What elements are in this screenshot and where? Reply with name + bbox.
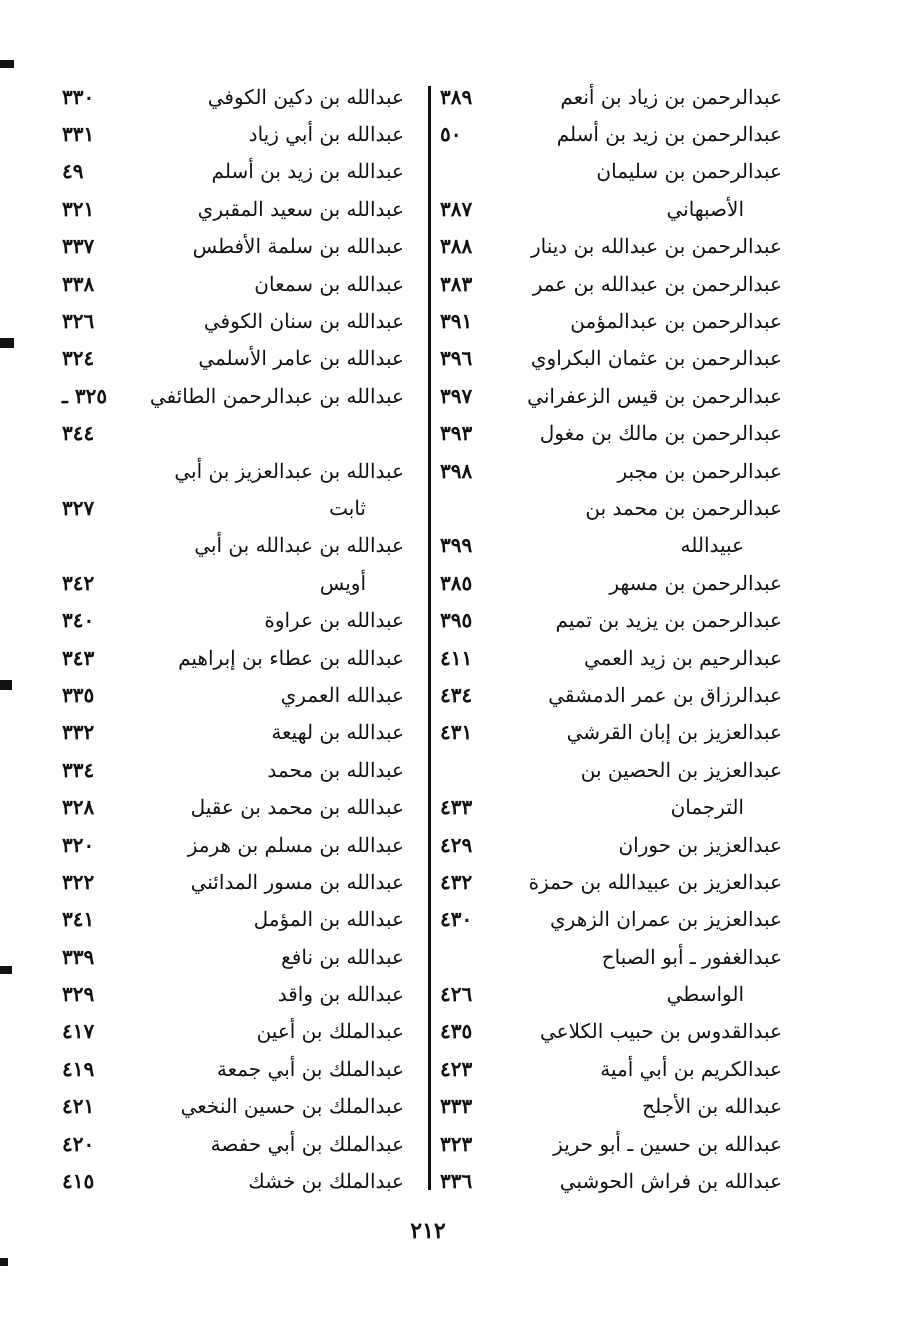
- index-entry: [62, 938, 414, 975]
- entry-page-number: ٤٩: [62, 159, 84, 184]
- entry-page-number: ٤١١: [440, 645, 473, 670]
- index-entry: [440, 153, 792, 190]
- index-entry: [62, 302, 414, 339]
- entry-name: عبدالرحمن بن قيس الزعفراني: [527, 383, 782, 408]
- entry-name: عبدالرحمن بن مالك بن مغول: [539, 421, 782, 446]
- entry-page-number: ٣٣٨: [62, 271, 95, 296]
- scan-mark: [0, 60, 14, 68]
- index-entry: [62, 153, 414, 190]
- entry-name: عبدالله بن سمعان: [254, 271, 404, 296]
- index-entry: [62, 714, 414, 751]
- entry-page-number: ٣٤٣: [62, 645, 95, 670]
- entry-page-number: ٤٣٥: [440, 1019, 473, 1044]
- entry-page-number: ٣٨٣: [440, 271, 473, 296]
- entry-page-number: ٥٠: [440, 122, 462, 147]
- entry-name: عبدالله بن سعيد المقبري: [197, 196, 404, 221]
- index-entry: [62, 1050, 414, 1087]
- page-number: ٢١٢: [410, 1218, 446, 1244]
- index-entry: [440, 302, 792, 339]
- index-entry: [440, 826, 792, 863]
- entry-name: عبدالله بن واقد: [277, 982, 404, 1007]
- left-index-column: [62, 78, 414, 1200]
- entry-name: عبدالرحمن بن زياد بن أنعم: [560, 84, 782, 109]
- index-entry: [62, 826, 414, 863]
- entry-page-number: ٣٣٢: [62, 720, 95, 745]
- entry-name: ثابت: [329, 495, 366, 520]
- index-entry: [440, 452, 792, 489]
- entry-page-number: ٣٨٩: [440, 84, 473, 109]
- entry-name: عبدالعزيز بن عمران الزهري: [550, 907, 782, 932]
- entry-page-number: ٣٢٦: [62, 309, 95, 334]
- entry-name: الأصبهاني: [666, 196, 744, 221]
- index-entry: [62, 601, 414, 638]
- index-entry: [440, 938, 792, 975]
- index-entry: [440, 863, 792, 900]
- entry-page-number: ٤٣٢: [440, 869, 473, 894]
- scan-mark: [0, 338, 14, 348]
- index-entry: [440, 1088, 792, 1125]
- index-entry: [62, 78, 414, 115]
- entry-page-number: ٣٨٧: [440, 196, 473, 221]
- entry-page-number: ٣٢٠: [62, 832, 95, 857]
- entry-name: عبدالله بن سلمة الأفطس: [192, 234, 404, 259]
- entry-name: عبدالغفور ـ أبو الصباح: [601, 944, 782, 969]
- entry-name: عبدالعزيز بن إبان القرشي: [566, 720, 782, 745]
- index-entry: [440, 527, 792, 564]
- entry-name: عبدالله بن زيد بن أسلم: [211, 159, 404, 184]
- entry-name: عبدالرحمن بن مجبر: [617, 458, 782, 483]
- entry-name: عبدالملك بن أبي جمعة: [216, 1056, 404, 1081]
- index-entry: [62, 1125, 414, 1162]
- entry-name: عبدالرحمن بن زيد بن أسلم: [556, 122, 782, 147]
- index-entry: [62, 190, 414, 227]
- entry-page-number: ٣٩١: [440, 309, 473, 334]
- index-entry: [62, 228, 414, 265]
- entry-name: عبدالله بن المؤمل: [253, 907, 404, 932]
- entry-name: عبدالعزيز بن حوران: [618, 832, 782, 857]
- entry-name: عبدالكريم بن أبي أمية: [600, 1056, 782, 1081]
- entry-page-number: ٣٢٢: [62, 869, 95, 894]
- entry-page-number: ٣٩٦: [440, 346, 473, 371]
- entry-page-number: ٣٢٣: [440, 1131, 473, 1156]
- entry-page-number: ٣٣٥: [62, 682, 95, 707]
- entry-page-number: ٣٣٤: [62, 757, 95, 782]
- index-entry: [62, 564, 414, 601]
- entry-page-number: ٣٣٠: [62, 84, 95, 109]
- entry-name: عبدالله بن سنان الكوفي: [203, 309, 404, 334]
- entry-name: عبدالله بن عامر الأسلمي: [198, 346, 404, 371]
- entry-name: عبدالله بن دكين الكوفي: [207, 84, 404, 109]
- index-entry: [62, 340, 414, 377]
- entry-name: عبدالرحمن بن عبدالله بن دينار: [530, 234, 782, 259]
- index-entry: [440, 415, 792, 452]
- entry-name: عبدالله بن فراش الحوشبي: [559, 1169, 782, 1194]
- index-entry: [62, 489, 414, 526]
- entry-name: عبدالرزاق بن عمر الدمشقي: [548, 682, 782, 707]
- entry-name: عبدالله بن عبدالرحمن الطائفي: [149, 383, 404, 408]
- entry-page-number: ٣٢٤: [62, 346, 95, 371]
- index-entry: [62, 676, 414, 713]
- index-entry: [62, 863, 414, 900]
- index-entry: [62, 788, 414, 825]
- entry-page-number: ٤١٧: [62, 1019, 95, 1044]
- entry-name: عبدالرحمن بن عثمان البكراوي: [530, 346, 782, 371]
- entry-name: عبدالقدوس بن حبيب الكلاعي: [540, 1019, 782, 1044]
- entry-page-number: ٤٣٠: [440, 907, 473, 932]
- entry-page-number: ٤٢٦: [440, 982, 473, 1007]
- index-entry: [440, 1125, 792, 1162]
- entry-page-number: ٣٢٨: [62, 795, 95, 820]
- index-entry: [440, 639, 792, 676]
- entry-page-number: ٣٣٩: [62, 944, 95, 969]
- index-entry: [440, 489, 792, 526]
- entry-name: عبدالملك بن أبي حفصة: [210, 1131, 404, 1156]
- index-entry: [62, 415, 414, 452]
- index-entry: [440, 1050, 792, 1087]
- entry-page-number: ٣٣٦: [440, 1169, 473, 1194]
- index-entry: [440, 1162, 792, 1199]
- entry-page-number: ٤٣٤: [440, 682, 473, 707]
- entry-name: عبدالعزيز بن الحصين بن: [580, 757, 782, 782]
- entry-name: عبدالرحمن بن سليمان: [596, 159, 782, 184]
- entry-name: عبدالملك بن أعين: [256, 1019, 404, 1044]
- entry-page-number: ٣٤٠: [62, 608, 95, 633]
- index-entry: [62, 1013, 414, 1050]
- index-entry: [62, 527, 414, 564]
- entry-name: عبدالله بن عراوة: [264, 608, 404, 633]
- entry-page-number: ٣٤٤: [62, 421, 95, 446]
- index-entry: [62, 901, 414, 938]
- entry-page-number: ٣٢٩: [62, 982, 95, 1007]
- entry-page-number: ٤١٥: [62, 1169, 95, 1194]
- entry-page-number: ٣٣١: [62, 122, 95, 147]
- index-entry: [62, 751, 414, 788]
- entry-page-number: ٣٩٨: [440, 458, 473, 483]
- entry-page-number: ٤٣٣: [440, 795, 473, 820]
- entry-page-number: ٣٢١: [62, 196, 95, 221]
- entry-page-number: ٤٢٠: [62, 1131, 95, 1156]
- scan-mark: [0, 680, 12, 690]
- index-entry: [440, 78, 792, 115]
- entry-page-number: ٣٣٣: [440, 1094, 473, 1119]
- entry-name: عبدالله بن مسلم بن هرمز: [187, 832, 404, 857]
- entry-name: عبدالله بن محمد: [267, 757, 404, 782]
- entry-name: عبدالله العمري: [280, 682, 404, 707]
- index-entry: [440, 228, 792, 265]
- entry-page-number: ٣٣٧: [62, 234, 95, 259]
- entry-name: عبدالملك بن خشك: [248, 1169, 404, 1194]
- entry-name: عبدالله بن نافع: [281, 944, 404, 969]
- entry-page-number: ٣٩٧: [440, 383, 473, 408]
- index-entry: [440, 714, 792, 751]
- entry-name: عبدالله بن مسور المدائني: [190, 869, 404, 894]
- entry-page-number: ٤١٩: [62, 1056, 95, 1081]
- entry-page-number: ٣٢٧: [62, 495, 95, 520]
- entry-page-number: ٣٩٩: [440, 533, 473, 558]
- entry-name: عبدالله بن أبي زياد: [248, 122, 404, 147]
- index-entry: [62, 1088, 414, 1125]
- entry-page-number: ٣٨٥: [440, 570, 473, 595]
- index-entry: [62, 377, 414, 414]
- index-entry: [62, 452, 414, 489]
- right-index-column: [440, 78, 792, 1200]
- entry-page-number: ٣٩٥: [440, 608, 473, 633]
- entry-name: عبدالرحمن بن مسهر: [609, 570, 782, 595]
- entry-name: عبدالله بن حسين ـ أبو حريز: [553, 1131, 782, 1156]
- scan-mark: [0, 1258, 8, 1266]
- column-divider: [428, 86, 431, 1190]
- index-entry: [440, 975, 792, 1012]
- entry-page-number: ٣٤٢: [62, 570, 95, 595]
- index-entry: [440, 564, 792, 601]
- index-entry: [440, 340, 792, 377]
- index-entry: [440, 1013, 792, 1050]
- index-entry: [440, 115, 792, 152]
- entry-name: عبدالعزيز بن عبيدالله بن حمزة: [528, 869, 782, 894]
- entry-page-number: ٣٤١: [62, 907, 95, 932]
- entry-name: أويس: [319, 570, 366, 595]
- entry-name: عبدالله بن الأجلح: [642, 1094, 782, 1119]
- entry-name: عبيدالله: [680, 533, 744, 558]
- entry-name: عبدالرحيم بن زيد العمي: [584, 645, 782, 670]
- index-entry: [62, 975, 414, 1012]
- entry-name: عبدالله بن محمد بن عقيل: [190, 795, 404, 820]
- entry-page-number: ٤٢٩: [440, 832, 473, 857]
- index-entry: [440, 788, 792, 825]
- entry-page-number: ٣٩٣: [440, 421, 473, 446]
- index-entry: [62, 265, 414, 302]
- entry-name: عبدالله بن عطاء بن إبراهيم: [178, 645, 404, 670]
- entry-name: عبدالملك بن حسين النخعي: [180, 1094, 404, 1119]
- entry-page-number: ٤٣١: [440, 720, 473, 745]
- index-entry: [440, 751, 792, 788]
- entry-page-number: ٤٢٣: [440, 1056, 473, 1081]
- entry-page-number: ٣٢٥ ـ: [62, 383, 108, 408]
- entry-name: عبدالله بن عبدالله بن أبي: [194, 533, 404, 558]
- entry-page-number: ٣٨٨: [440, 234, 473, 259]
- entry-page-number: ٤٢١: [62, 1094, 95, 1119]
- scan-mark: [0, 966, 12, 974]
- entry-name: عبدالرحمن بن يزيد بن تميم: [555, 608, 782, 633]
- index-entry: [440, 377, 792, 414]
- entry-name: عبدالله بن لهيعة: [271, 720, 404, 745]
- index-entry: [440, 265, 792, 302]
- index-entry: [62, 1162, 414, 1199]
- index-entry: [62, 115, 414, 152]
- entry-name: عبدالله بن عبدالعزيز بن أبي: [174, 458, 404, 483]
- entry-name: عبدالرحمن بن محمد بن: [585, 495, 782, 520]
- entry-name: عبدالرحمن بن عبدالمؤمن: [570, 309, 782, 334]
- entry-name: الترجمان: [670, 795, 744, 820]
- entry-name: عبدالرحمن بن عبدالله بن عمر: [532, 271, 782, 296]
- index-entry: [62, 639, 414, 676]
- index-entry: [440, 190, 792, 227]
- index-entry: [440, 676, 792, 713]
- entry-name: الواسطي: [666, 982, 744, 1007]
- index-entry: [440, 601, 792, 638]
- index-entry: [440, 901, 792, 938]
